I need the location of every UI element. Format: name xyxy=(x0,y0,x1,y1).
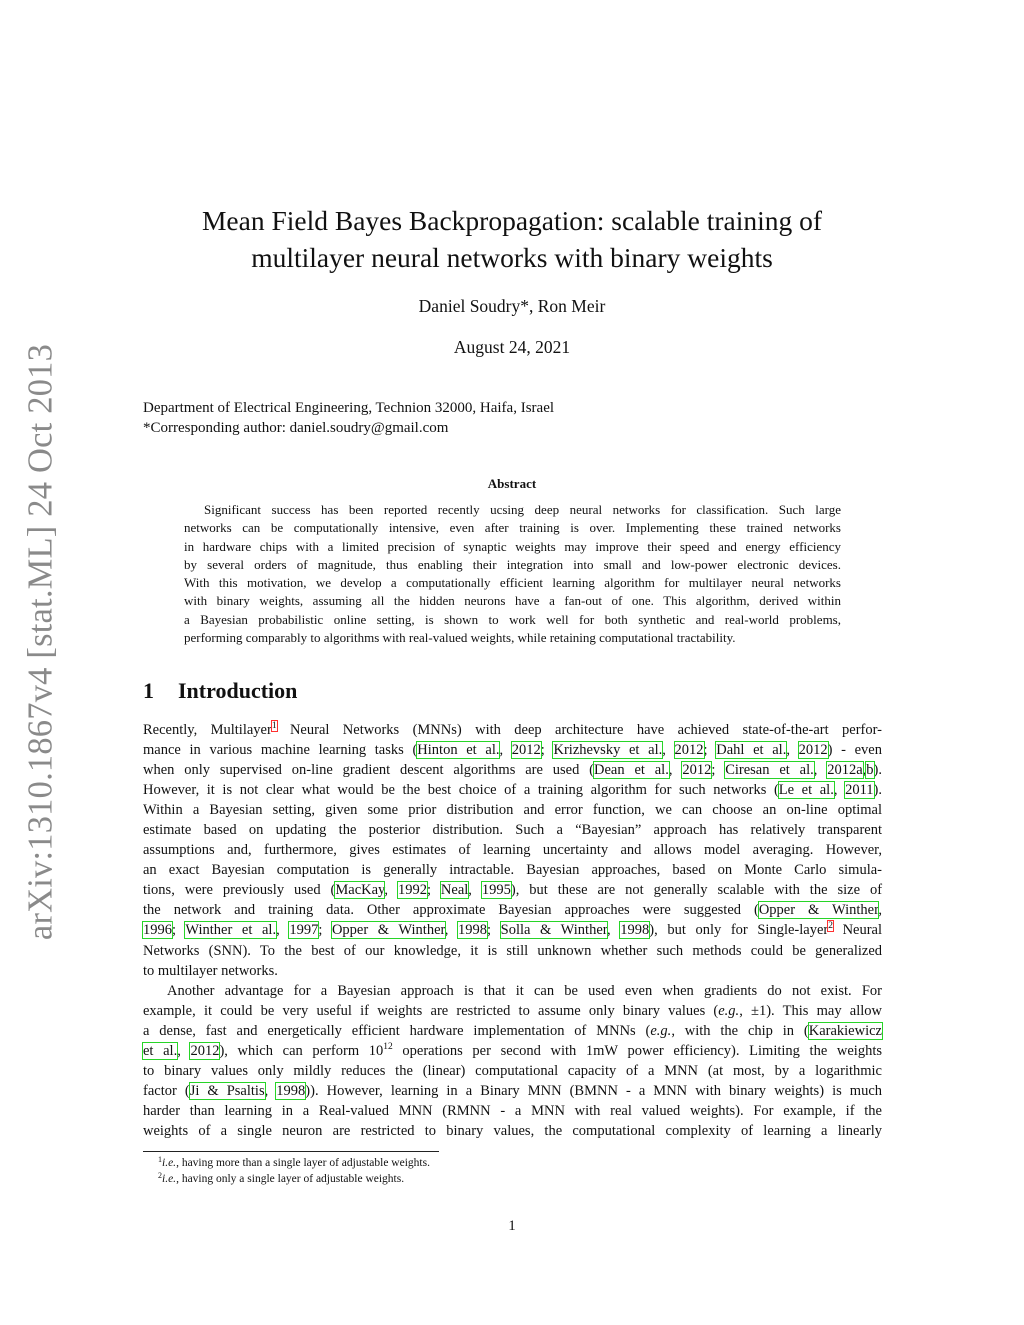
body-line: However, it is not clear what would be the best choice of a training algorithm for such networks (Le et al., 2011). xyxy=(143,782,882,799)
section-number: 1 xyxy=(143,678,154,703)
abstract-line: with binary weights, assuming all the hidden neurons have a fan-out of one. This algorithm, derived within xyxy=(184,593,841,609)
citation-link[interactable]: Winther et al. xyxy=(185,922,277,939)
citation-link[interactable]: 2012a xyxy=(827,762,863,779)
body-line: Networks (SNN). To the best of our knowledge, it is still unknown whether such methods could be generalized xyxy=(143,942,882,959)
abstract-line: Significant success has been reported recently ucsing deep neural networks for classification. Such large xyxy=(204,502,841,517)
citation-link[interactable]: 2012 xyxy=(798,742,828,759)
date: August 24, 2021 xyxy=(453,337,571,357)
body-line: the network and training data. Other approximate Bayesian approaches were suggested (Opper & Winther, xyxy=(143,902,882,919)
section-title: Introduction xyxy=(178,678,298,703)
paper-title xyxy=(150,202,874,276)
body-line: to binary values only mildly reduces the (linear) computational capacity of a MNN (at most, by a logarithmic xyxy=(143,1062,882,1079)
citation-link[interactable]: 2012 xyxy=(674,742,704,759)
citation-link[interactable]: 2011 xyxy=(845,782,874,799)
citation-link[interactable]: 1996 xyxy=(143,922,172,939)
section-heading xyxy=(143,678,297,704)
citation-link[interactable]: Ji & Psaltis xyxy=(189,1082,265,1099)
footnote-link-2[interactable]: 2 xyxy=(828,921,833,932)
citation-link[interactable]: et al. xyxy=(143,1042,178,1059)
footnotes xyxy=(158,1155,430,1187)
footnote-link-1[interactable]: 1 xyxy=(271,721,277,731)
body-line: estimate based on updating the posterior distribution. Such a “Bayesian” approach has relatively transparent xyxy=(143,822,882,839)
citation-link[interactable]: Le et al. xyxy=(778,782,834,799)
abstract-body xyxy=(184,501,841,647)
abstract-heading: Abstract xyxy=(487,476,537,491)
citation-link[interactable]: Ciresan et al. xyxy=(725,762,814,779)
abstract-line: With this motivation, we develop a computationally efficient learning algorithm for multilayer neural networks xyxy=(184,575,841,591)
citation-link[interactable]: 2012 xyxy=(682,762,712,779)
citation-link[interactable]: 1998 xyxy=(620,922,650,939)
authors: Daniel Soudry*, Ron Meir xyxy=(418,296,606,316)
citation-link[interactable]: 1998 xyxy=(458,922,487,939)
citation-link[interactable]: Opper & Winther xyxy=(758,902,879,919)
abstract-line: a Bayesian probabilistic online setting, is shown to work well for both synthetic and real-world problems, xyxy=(184,611,841,627)
body-line: Recently, Multilayer$^1$ Neural Networks (MNNs) with deep architecture have achieved state-of-the-art perfor- xyxy=(143,721,882,738)
affiliation-department: Department of Electrical Engineering, Technion 32000, Haifa, Israel xyxy=(143,400,555,416)
citation-link[interactable]: Dean et al. xyxy=(594,762,669,779)
body-line: Another advantage for a Bayesian approach is that it can be used even when gradients do not exist. For xyxy=(167,982,882,999)
citation-link[interactable]: 2012 xyxy=(190,1042,220,1059)
footnote-2: $^2$i.e., having only a single layer of adjustable weights. xyxy=(158,1171,405,1185)
citation-link[interactable]: Hinton et al. xyxy=(417,742,500,759)
citation-link[interactable]: Solla & Winther xyxy=(500,922,608,939)
abstract-line: in hardware chips with a limited precision of synaptic weights may improve their speed and energy efficiency xyxy=(184,538,841,554)
citation-link[interactable]: Dahl et al. xyxy=(716,742,787,759)
citation-link[interactable]: b xyxy=(866,762,874,779)
citation-link[interactable]: 1992 xyxy=(397,882,427,899)
body-line: mance in various machine learning tasks (Hinton et al., 2012; Krizhevsky et al., 2012; Dahl et al., 2012) - even xyxy=(143,742,882,759)
body-line: example, it could be very useful if weights are restricted to assume only binary values (e.g., ±1). This may allow xyxy=(143,1002,882,1019)
citation-link[interactable]: 1998 xyxy=(276,1082,306,1099)
title-line-2: multilayer neural networks with binary weights xyxy=(251,242,773,273)
citation-link[interactable]: Opper & Winther xyxy=(331,922,445,939)
citation-link[interactable]: 1997 xyxy=(289,922,319,939)
citation-link[interactable]: 2012 xyxy=(511,742,541,759)
body-line: 1996; Winther et al., 1997; Opper & Winther, 1998; Solla & Winther, 1998), but only for Single-layer$^2$ Neural xyxy=(143,921,883,939)
arxiv-identifier-stamp: arXiv:1310.1867v4 [stat.ML] 24 Oct 2013 xyxy=(21,343,60,941)
body-line: weights of a single neuron are restricted to binary values, the computational complexity of learning a linearly xyxy=(143,1122,882,1139)
introduction-body xyxy=(143,720,882,1141)
body-line: a dense, fast and energetically efficient hardware implementation of MNNs (e.g., with the chip in (Karakiewicz xyxy=(143,1022,882,1039)
abstract-line: by several orders of magnitude, thus enabling their integration into small and low-power electronic devices. xyxy=(184,556,841,572)
body-line: Within a Bayesian setting, given some prior distribution and error function, we can choose an on-line optimal xyxy=(143,802,882,819)
body-line: assumptions and, furthermore, gives estimates of learning uncertainty and allows model averaging. However, xyxy=(143,842,882,859)
citation-link[interactable]: 1995 xyxy=(481,882,511,899)
body-line: et al., 2012), which can perform $10^{12}$ operations per second with 1mW power efficiency). Limiting the weights xyxy=(143,1041,883,1059)
affiliation-block xyxy=(143,398,554,438)
body-line: factor (Ji & Psaltis, 1998)). However, learning in a Binary MNN (BMNN - a MNN with binary weights) is much xyxy=(143,1082,883,1099)
footnote-divider xyxy=(143,1151,439,1152)
citation-link[interactable]: Karakiewicz xyxy=(808,1022,882,1039)
footnote-1: $^1$i.e., having more than a single layer of adjustable weights. xyxy=(158,1155,430,1169)
body-line: when only supervised on-line gradient descent algorithms are used (Dean et al., 2012; Ciresan et al., 2012a,b). xyxy=(143,762,883,779)
abstract-line: performing comparably to algorithms with real-valued weights, while retaining computational tractability. xyxy=(184,630,736,646)
body-line: tions, were previously used (MacKay, 1992; Neal, 1995), but these are not generally scalable with the size of xyxy=(143,882,883,899)
citation-link[interactable]: Neal xyxy=(440,882,469,899)
title-line-1: Mean Field Bayes Backpropagation: scalable training of xyxy=(201,205,823,236)
body-line: harder than learning in a Real-valued MNN (RMNN - a MNN with real valued weights). For example, if the xyxy=(143,1102,882,1119)
body-line: an exact Bayesian computation is generally intractable. Bayesian approaches, based on Monte Carlo simula- xyxy=(143,862,882,879)
affiliation-correspondence: *Corresponding author: daniel.soudry@gmail.com xyxy=(143,420,449,436)
abstract-line: networks can be computationally intensive, even after training is over. Implementing these trained networks xyxy=(184,520,841,536)
citation-link[interactable]: Krizhevsky et al. xyxy=(553,742,663,759)
citation-link[interactable]: MacKay xyxy=(335,882,385,899)
body-line: to multilayer networks. xyxy=(143,962,278,979)
page-number: 1 xyxy=(508,1218,516,1234)
